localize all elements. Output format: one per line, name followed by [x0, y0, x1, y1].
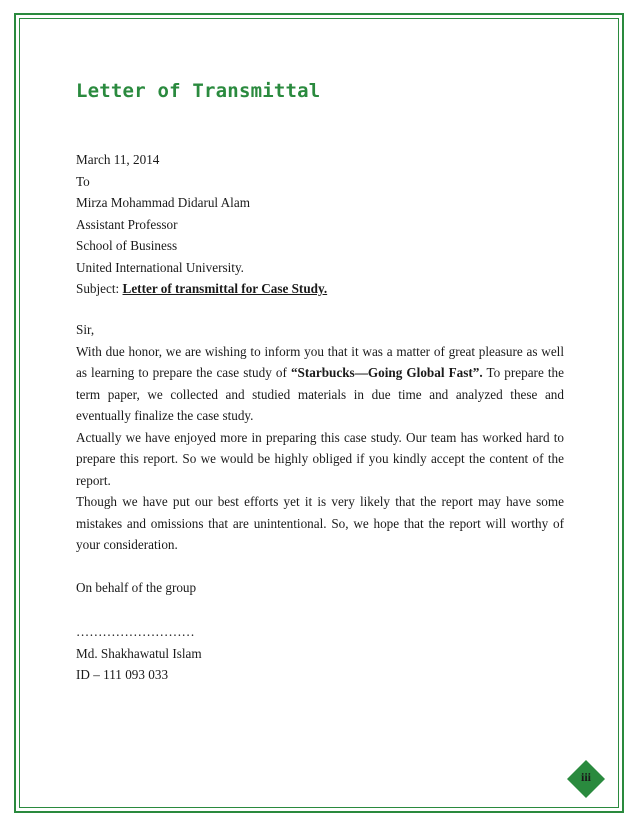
subject-label: Subject: — [76, 281, 120, 296]
letter-date: March 11, 2014 — [76, 152, 160, 167]
paragraph-1-text-end: To prepare the term paper, we collected and studied materials in due time and analyzed these and eventually finalize the case study. — [76, 365, 564, 423]
closing-text: On behalf of the group — [76, 580, 197, 595]
signer-name: Md. Shakhawatul Islam — [76, 645, 202, 661]
closing-line — [76, 577, 564, 599]
subject-line — [76, 278, 564, 300]
recipient-department: School of Business — [76, 238, 178, 253]
body-paragraph-3: Though we have put our best efforts yet it is very likely that the report may have some mistakes and omissions that are unintentional. So, we hope that the report will worthy of your consideration. — [76, 494, 564, 552]
body-paragraph-2: Actually we have enjoyed more in preparing this case study. Our team has worked hard to prepare this report. So we would be highly obliged if you kindly accept the content of the report. — [76, 429, 564, 488]
salutation: Sir, — [76, 322, 95, 337]
page-title: Letter of Transmittal — [76, 80, 321, 102]
letter-body — [76, 319, 564, 556]
body-paragraph-1 — [76, 341, 564, 427]
paragraph-1-text: With due honor, we are wishing to inform you that it was a matter of great pleasure as well as learning to prepare the case study of — [76, 343, 564, 380]
signature-block — [76, 621, 564, 686]
signature-line: ……………………… — [76, 624, 195, 639]
to-label: To — [76, 173, 90, 189]
signer-id: ID – 111 093 033 — [76, 667, 169, 682]
recipient-institution: United International University. — [76, 259, 244, 275]
subject-value: Letter of transmittal for Case Study. — [122, 281, 328, 296]
page-number: iii — [580, 770, 591, 784]
recipient-position: Assistant Professor — [76, 216, 178, 232]
address-block — [76, 149, 564, 300]
case-study-title: “Starbucks—Going Global Fast”. — [290, 365, 483, 380]
recipient-name: Mirza Mohammad Didarul Alam — [76, 195, 250, 210]
